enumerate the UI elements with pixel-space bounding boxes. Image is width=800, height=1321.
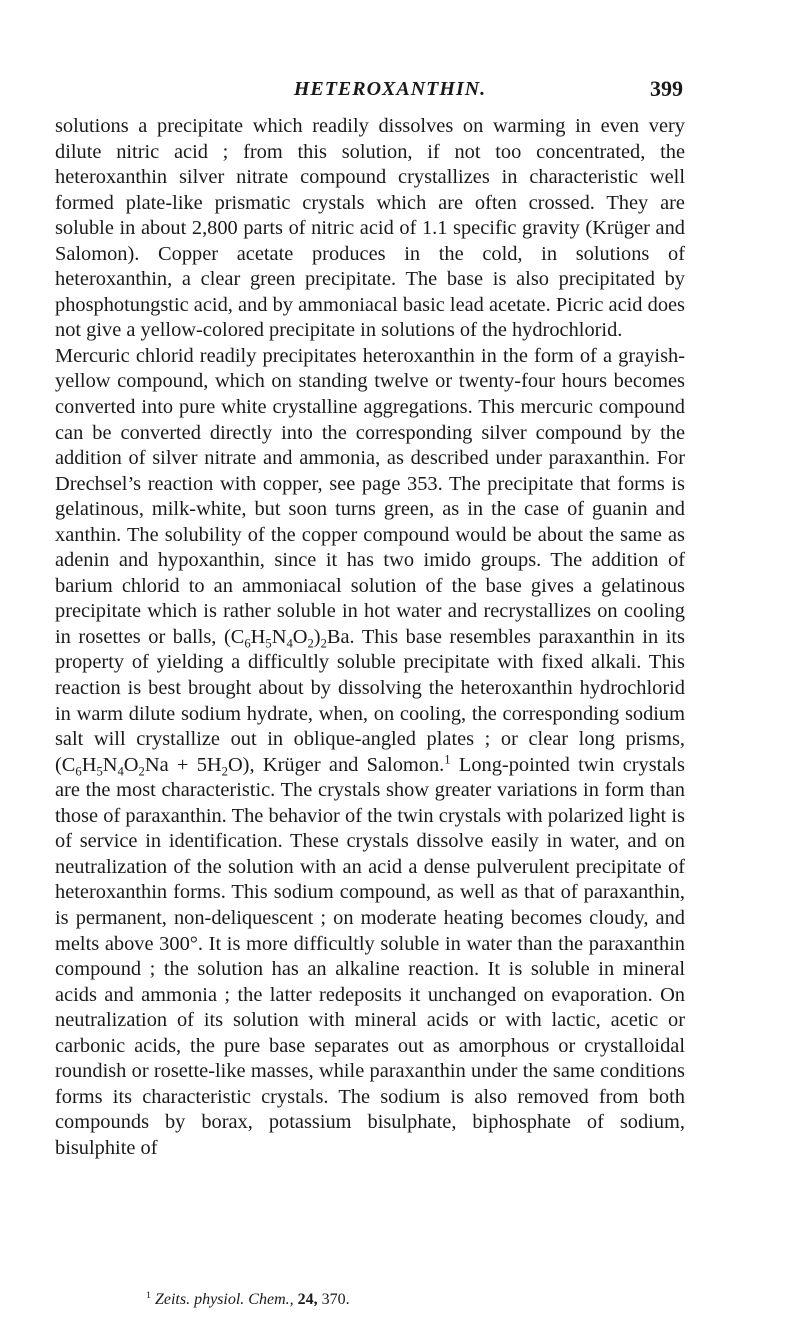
footnote-volume: 24, <box>297 1291 318 1308</box>
paragraph-2-part-a: Mercuric chlorid readily precipitates heteroxanthin in the form of a grayish-yellow compound, which on standing twelve or twenty-four hours becomes converted into pure white crystalline aggregations. This mercuric compound can be converted directly into the corresponding silver compound by the addition of silver nitrate and ammonia, as described under paraxanthin. For Drechsel’s reaction with copper, see page 353. The precipitate that forms is gelatinous, milk-white, but soon turns green, as in the case of guanin and xanthin. The solubility of the copper compound would be about the same as adenin and hypoxanthin, since it has two imido groups. The addition of barium chlorid to an ammoniacal solution of the base gives a gelatinous precipitate which is rather soluble in hot water and recrystallizes on cooling in rosettes or balls, <box>55 344 685 648</box>
running-title: HETEROXANTHIN. <box>293 78 487 100</box>
page-number: 399 <box>650 76 683 101</box>
footnote-journal: Zeits. physiol. Chem., <box>154 1291 294 1308</box>
paragraph-2-part-c: Krüger and Salomon. <box>262 753 445 776</box>
footnote-page: 370. <box>321 1291 350 1308</box>
footnote <box>146 1290 350 1310</box>
body-text <box>55 114 685 1161</box>
paragraph-2-part-d: Long-pointed twin crystals are the most characteristic. The crystals show greater variations in form than those of paraxanthin. The behavior of the twin crystals with polarized light is of service in identification. These crystals dissolve easily in water, and on neutralization of the solution with an acid a dense pulverulent precipitate of heteroxanthin forms. This sodium compound, as well as that of paraxanthin, is permanent, non-deliquescent ; on moderate heating becomes cloudy, and melts above 300°. It is more difficultly soluble in water than the paraxanthin compound ; the solution has an alkaline reaction. It is soluble in mineral acids and ammonia ; the latter redeposits it unchanged on evaporation. On neutralization of its solution with mineral acids or with lactic, acetic or carbonic acids, the pure base separates out as amorphous or crystalloidal roundish or rosette-like masses, while paraxanthin under the same conditions forms its characteristic crystals. The sodium is also removed from both compounds by borax, potassium bisulphate, biphosphate of sodium, bisulphite of <box>55 753 685 1159</box>
formula-sodium-salt: $(C_6H_5N_4O_2Na + 5H_2O)$, <box>55 753 255 779</box>
paragraph-1: solutions a precipitate which readily dissolves on warming in even very dilute nitric acid ; from this solution, if not too concentrated, the heteroxanthin silver nitrate compound crystallizes in characteristic well formed plate-like prismatic crystals which are often crossed. They are soluble in about 2,800 parts of nitric acid of 1.1 specific gravity (Krüger and Salomon). Copper acetate produces in the cold, in solutions of heteroxanthin, a clear green precipitate. The base is also precipitated by phosphotungstic acid, and by ammoniacal basic lead acetate. Picric acid does not give a yellow-colored precipitate in solutions of the hydrochlorid. <box>55 115 685 342</box>
footnote-marker: 1 <box>146 1290 151 1302</box>
formula-barium-salt: $(C_6H_5N_4O_2)_2Ba$. <box>223 625 355 651</box>
footnote-reference: 1 <box>444 752 451 767</box>
paragraph-2-part-b: This base resembles paraxanthin in its property of yielding a difficultly soluble precipitate with fixed alkali. This reaction is best brought about by dissolving the heteroxanthin hydrochlorid in warm dilute sodium hydrate, when, on cooling, the corresponding sodium salt will crystallize out in oblique-angled plates ; or clear long prisms, <box>55 625 685 751</box>
paragraph-2 <box>55 344 685 1162</box>
